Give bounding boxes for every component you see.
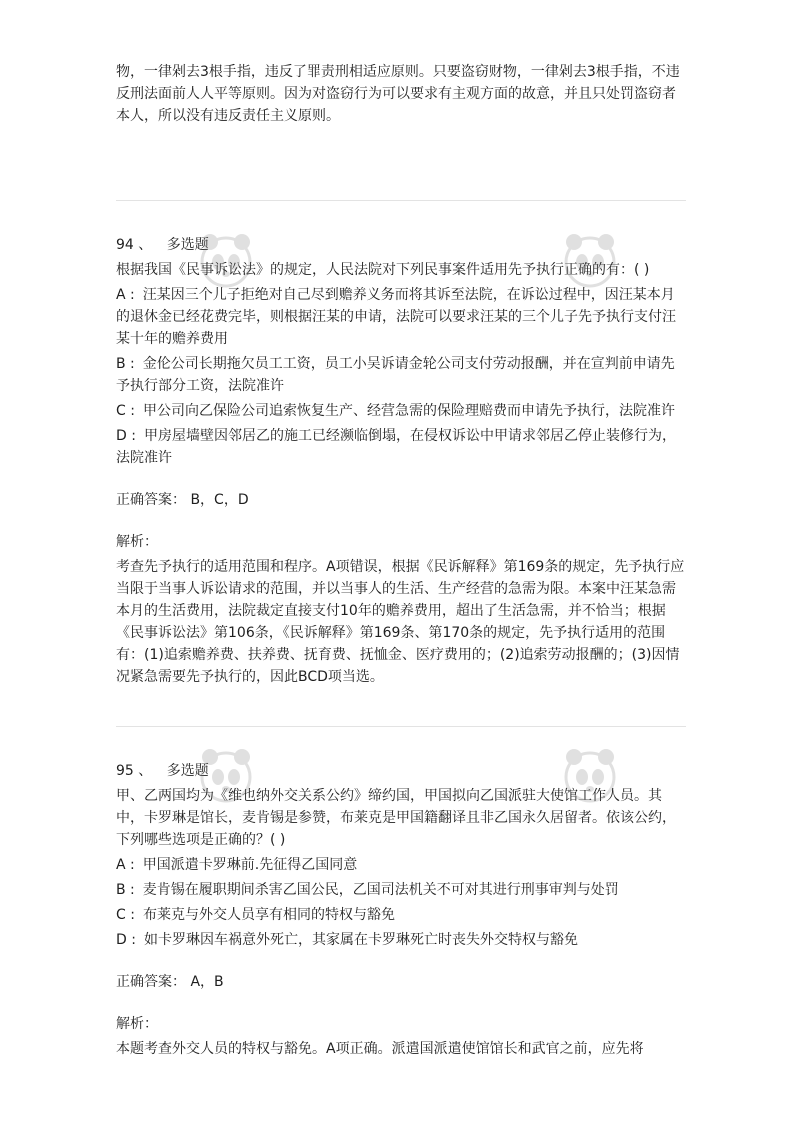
option-b: [116, 879, 686, 901]
analysis-text: 本题考查外交人员的特权与豁免。A项正确。派遣国派遣使馆馆长和武官之前，应先将: [116, 1041, 644, 1057]
question-header: [116, 234, 686, 256]
option-d: [116, 929, 686, 951]
option-a: [116, 854, 686, 876]
answer-value: B，C，D: [190, 492, 249, 508]
option-key: A :: [116, 857, 135, 873]
option-key: B :: [116, 882, 135, 898]
option-key: C :: [116, 403, 135, 419]
option-key: D :: [116, 932, 136, 948]
intro-paragraph: 物，一律剁去3根手指，违反了罪责刑相适应原则。只要盗窃财物，一律剁去3根手指，不违反刑法面前人人平等原则。因为对盗窃行为可以要求有主观方面的故意，并且只处罚盗窃者本人，所以没有违反责任主义原则。: [116, 64, 680, 124]
analysis-text: 考查先予执行的适用范围和程序。A项错误，根据《民诉解释》第169条的规定，先予执行应当限于当事人诉讼请求的范围，并以当事人的生活、生产经营的急需为限。本案中汪某急需本月的生活费用，法院裁定直接支付10年的赡养费用，超出了生活急需，并不恰当；根据《民事诉讼法》第106条，《民诉解释》第169条、第170条的规定，先予执行适用的范围有：(1)追索赡养费、扶养费、抚育费、抚恤金、医疗费用的；(2)追索劳动报酬的；(3)因情况紧急需要先予执行的，因此BCD项当选。: [116, 559, 685, 685]
section-divider: [116, 726, 686, 727]
question-94: [116, 234, 686, 688]
question-type: 多选题: [166, 237, 209, 253]
option-c: [116, 904, 686, 926]
option-text: 甲房屋墙壁因邻居乙的施工已经濒临倒塌，在侵权诉讼中甲请求邻居乙停止装修行为，法院准许: [116, 428, 676, 466]
answer-label: 正确答案：: [116, 974, 186, 990]
question-stem: 根据我国《民事诉讼法》的规定，人民法院对下列民事案件适用先予执行正确的有：( ): [116, 262, 650, 278]
option-key: A :: [116, 287, 135, 303]
option-text: 麦肯锡在履职期间杀害乙国公民，乙国司法机关不可对其进行刑事审判与处罚: [142, 882, 619, 898]
option-key: D :: [116, 428, 136, 444]
option-d: [116, 425, 686, 469]
option-b: [116, 353, 686, 397]
option-text: 甲公司向乙保险公司追索恢复生产、经营急需的保险理赔费而申请先予执行，法院准许: [142, 403, 675, 419]
correct-answer: [116, 489, 686, 511]
question-number: 94 、: [116, 237, 153, 253]
analysis-label: 解析：: [116, 534, 158, 550]
option-key: B :: [116, 356, 135, 372]
question-95: [116, 760, 686, 1060]
option-a: [116, 284, 686, 350]
correct-answer: [116, 971, 686, 993]
option-key: C :: [116, 907, 135, 923]
analysis-label: 解析：: [116, 1016, 158, 1032]
option-text: 如卡罗琳因车祸意外死亡，其家属在卡罗琳死亡时丧失外交特权与豁免: [143, 932, 578, 948]
option-c: [116, 400, 686, 422]
answer-value: A，B: [190, 974, 224, 990]
option-text: 布莱克与外交人员享有相同的特权与豁免: [142, 907, 395, 923]
answer-label: 正确答案：: [116, 492, 186, 508]
question-stem: 甲、乙两国均为《维也纳外交关系公约》缔约国，甲国拟向乙国派驻大使馆工作人员。其中，卡罗琳是馆长，麦肯锡是参赞，布莱克是甲国籍翻译且非乙国永久居留者。依该公约，下列哪些选项是正确的？( ): [116, 788, 676, 848]
section-divider: [116, 200, 686, 201]
question-number: 95 、: [116, 763, 153, 779]
option-text: 汪某因三个儿子拒绝对自己尽到赡养义务而将其诉至法院，在诉讼过程中，因汪某本月的退休金已经花费完毕，则根据汪某的申请，法院可以要求汪某的三个儿子先予执行支付汪某十年的赡养费用: [116, 287, 676, 347]
option-text: 甲国派遣卡罗琳前.先征得乙国同意: [142, 857, 358, 873]
option-text: 金伦公司长期拖欠员工工资，员工小吴诉请金轮公司支付劳动报酬，并在宣判前申请先予执行部分工资，法院准许: [116, 356, 675, 394]
question-type: 多选题: [166, 763, 209, 779]
question-header: [116, 760, 686, 782]
